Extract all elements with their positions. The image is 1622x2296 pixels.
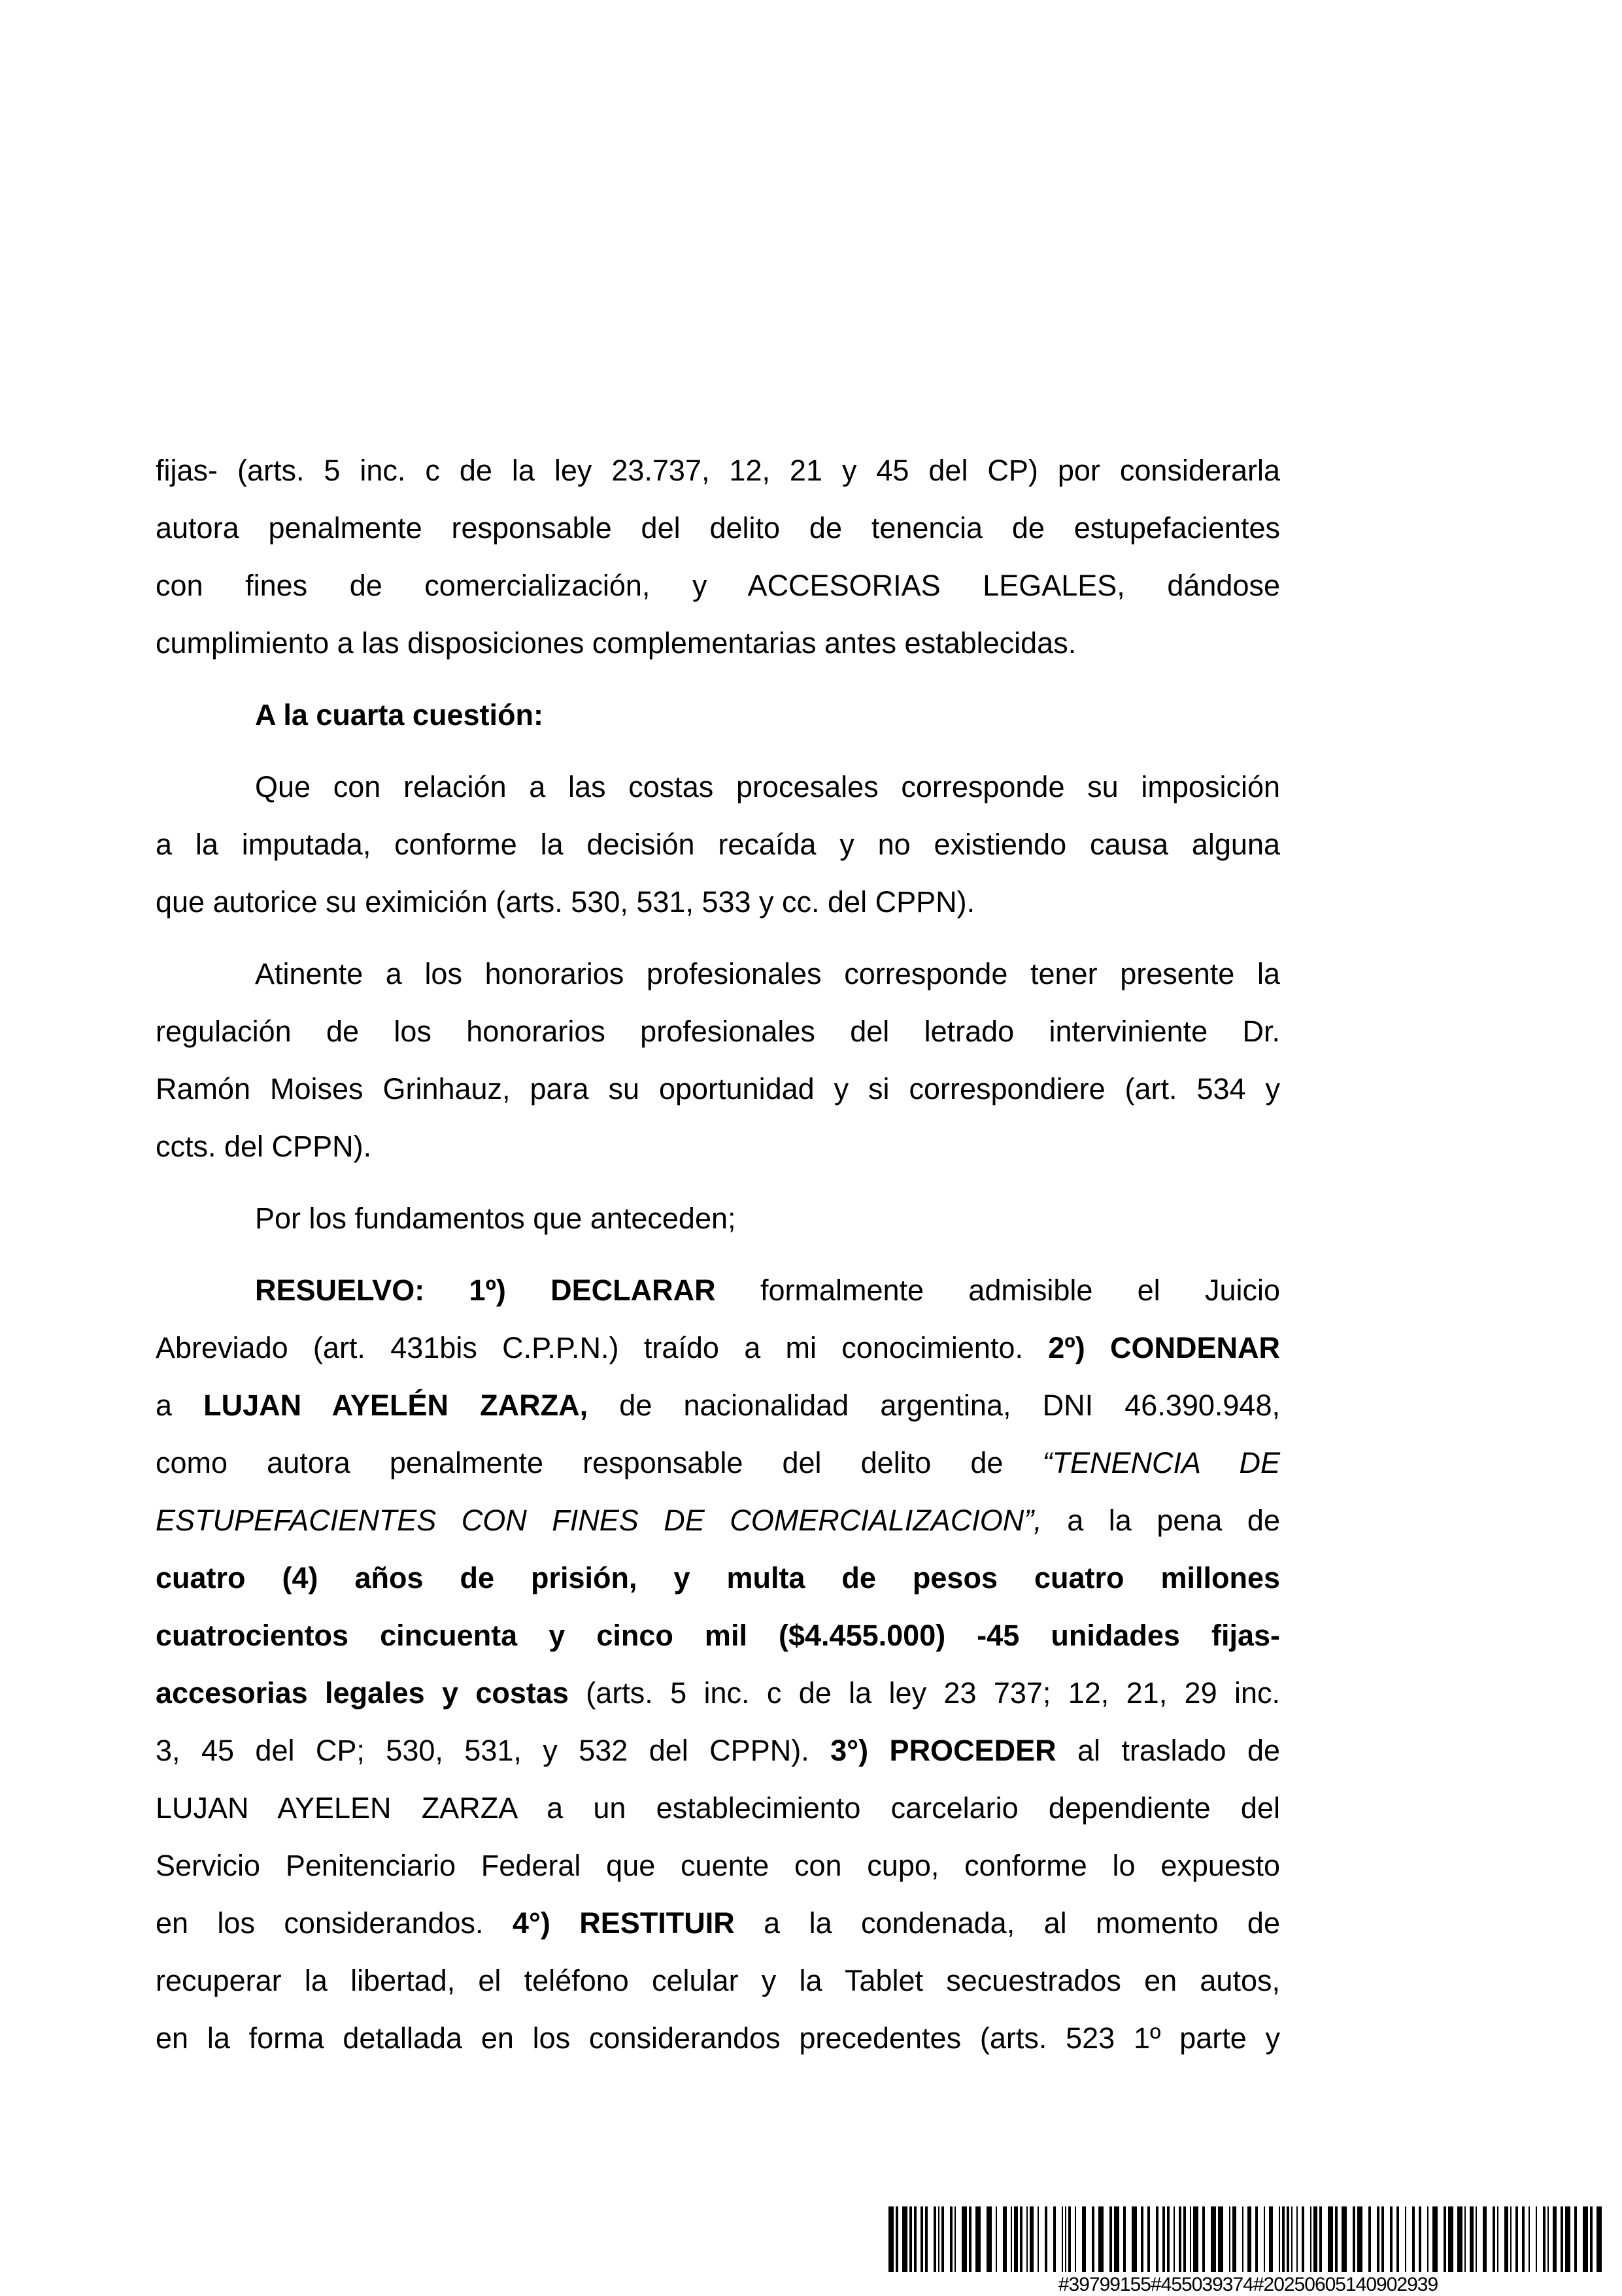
barcode-bar (1123, 2206, 1126, 2272)
barcode-bar (1319, 2206, 1322, 2272)
barcode-bar (1279, 2206, 1280, 2272)
barcode-bar (1282, 2206, 1285, 2272)
barcode-bar (1390, 2206, 1393, 2272)
paragraph (156, 686, 1280, 744)
text-run: “TENENCIA DE (1042, 1446, 1280, 1479)
text-run: ESTUPEFACIENTES CON FINES DE COMERCIALIZACION”, (156, 1504, 1042, 1537)
barcode-bar (1075, 2206, 1076, 2272)
barcode-text: #39799155#455039374#20250605140902939 (1058, 2274, 1438, 2295)
barcode-bar (1597, 2206, 1602, 2272)
text-run: cuatrocientos cincuenta y cinco mil ($4.455.000) -45 unidades fijas- (156, 1619, 1280, 1652)
text-line (156, 686, 1280, 744)
barcode-bar (896, 2206, 898, 2272)
barcode-bar (1412, 2206, 1415, 2272)
barcode-bar (1179, 2206, 1181, 2272)
text-line (156, 1549, 1280, 1607)
text-run: cuatro (4) años de prisión, y multa de pesos cuatro millones (156, 1561, 1280, 1595)
text-run: recuperar la libertad, el teléfono celular y la Tablet secuestrados en autos, (156, 1964, 1280, 1997)
text-line (156, 1722, 1280, 1780)
barcode-bar (1536, 2206, 1537, 2272)
text-run: con fines de comercialización, y ACCESORIAS LEGALES, dándose (156, 569, 1280, 602)
text-run: Por los fundamentos que anteceden; (255, 1202, 736, 1235)
text-run: fijas- (arts. 5 inc. c de la ley 23.737, 12, 21 y 45 del CP) por considerarla (156, 454, 1280, 487)
barcode-bar (1313, 2206, 1317, 2272)
text-run: (arts. 5 inc. c de la ley 23 737; 12, 21, 29 inc. (568, 1676, 1280, 1710)
text-line (156, 1607, 1280, 1664)
barcode-bar (1522, 2206, 1525, 2272)
barcode-bar (1264, 2206, 1265, 2272)
barcode-bar (1457, 2206, 1462, 2272)
barcode-bar (1515, 2206, 1518, 2272)
barcode-bar (1448, 2206, 1453, 2272)
barcode-bar (938, 2206, 939, 2272)
text-run: como autora penalmente responsable del delito de (156, 1446, 1043, 1479)
barcode-bar (1011, 2206, 1012, 2272)
paragraph (156, 758, 1280, 931)
text-run: LUJAN AYELEN ZARZA a un establecimiento carcelario dependiente del (156, 1791, 1280, 1825)
text-run: accesorias legales y costas (156, 1676, 569, 1710)
text-run: ccts. del CPPN). (156, 1130, 372, 1163)
barcode-bar (1529, 2206, 1530, 2272)
barcode-bar (1328, 2206, 1333, 2272)
text-run: Servicio Penitenciario Federal que cuente con cupo, conforme lo expuesto (156, 1849, 1280, 1882)
barcode-bar (914, 2206, 917, 2272)
document-body (156, 442, 1280, 2067)
barcode-bar (1020, 2206, 1022, 2272)
text-line (156, 1952, 1280, 2010)
text-run: autora penalmente responsable del delito de tenencia de estupefacientes (156, 511, 1280, 545)
text-run: cumplimiento a las disposiciones complementarias antes establecidas. (156, 626, 1077, 660)
text-run: a la pena de (1041, 1504, 1280, 1537)
barcode-bar (1510, 2206, 1512, 2272)
barcode (888, 2206, 1608, 2272)
barcode-bar (1269, 2206, 1273, 2272)
barcode-bar (955, 2206, 956, 2272)
barcode-bar (1053, 2206, 1056, 2272)
text-line (156, 615, 1280, 672)
barcode-bar (1561, 2206, 1563, 2272)
barcode-bar (1427, 2206, 1428, 2272)
text-line (156, 442, 1280, 499)
barcode-bar (1504, 2206, 1508, 2272)
barcode-bar (1147, 2206, 1150, 2272)
barcode-bar (1132, 2206, 1137, 2272)
text-line (156, 1492, 1280, 1549)
barcode-bar (1396, 2206, 1399, 2272)
text-run: Que con relación a las costas procesales corresponde su imposición (255, 770, 1280, 803)
barcode-bar (1114, 2206, 1119, 2272)
barcode-bar (1014, 2206, 1018, 2272)
text-run: 2º) CONDENAR (1048, 1331, 1281, 1364)
paragraph (156, 945, 1280, 1175)
barcode-bar (1109, 2206, 1112, 2272)
text-run: de nacionalidad argentina, DNI 46.390.948, (588, 1389, 1280, 1422)
barcode-bar (975, 2206, 981, 2272)
text-line (156, 1664, 1280, 1722)
barcode-bar (1419, 2206, 1421, 2272)
barcode-bar (934, 2206, 936, 2272)
barcode-bar (1476, 2206, 1477, 2272)
barcode-bar (1381, 2206, 1384, 2272)
barcode-bar (909, 2206, 912, 2272)
text-line (156, 873, 1280, 931)
barcode-bar (1493, 2206, 1495, 2272)
barcode-bar (1287, 2206, 1289, 2272)
barcode-bar (1229, 2206, 1230, 2272)
barcode-bar (1030, 2206, 1034, 2272)
barcode-bar (1167, 2206, 1170, 2272)
barcode-bar (1003, 2206, 1007, 2272)
barcode-bar (941, 2206, 944, 2272)
text-run: 3°) PROCEDER (830, 1734, 1056, 1767)
barcode-bar (1302, 2206, 1304, 2272)
barcode-bar (1483, 2206, 1487, 2272)
barcode-bar (1065, 2206, 1066, 2272)
barcode-bar (969, 2206, 972, 2272)
text-line (156, 557, 1280, 615)
text-run: formalmente admisible el Juicio (715, 1274, 1280, 1307)
text-line (156, 499, 1280, 557)
barcode-bar (1141, 2206, 1143, 2272)
text-line (156, 816, 1280, 873)
barcode-bar (1464, 2206, 1466, 2272)
text-line (156, 1780, 1280, 1837)
barcode-bar (1377, 2206, 1379, 2272)
text-run: 3, 45 del CP; 530, 531, y 532 del CPPN). (156, 1734, 831, 1767)
barcode-bar (1068, 2206, 1071, 2272)
barcode-bar (1218, 2206, 1223, 2272)
text-run: Atinente a los honorarios profesionales corresponde tener presente la (255, 957, 1280, 990)
text-line (156, 945, 1280, 1003)
text-run: A la cuarta cuestión: (255, 698, 543, 732)
barcode-bar (1590, 2206, 1593, 2272)
text-line (156, 1003, 1280, 1060)
barcode-bar (902, 2206, 907, 2272)
barcode-bar (1242, 2206, 1243, 2272)
text-run: en los considerandos. (156, 1906, 513, 1940)
text-run: 4°) RESTITUIR (512, 1906, 735, 1940)
barcode-bar (1342, 2206, 1347, 2272)
text-line (156, 758, 1280, 816)
barcode-bar (1565, 2206, 1570, 2272)
text-line (156, 1262, 1280, 1319)
barcode-bar (1291, 2206, 1293, 2272)
barcode-bar (1162, 2206, 1165, 2272)
barcode-bar (1038, 2206, 1039, 2272)
barcode-bar (1574, 2206, 1577, 2272)
paragraph (156, 442, 1280, 672)
barcode-bar (1098, 2206, 1104, 2272)
barcode-bar (1405, 2206, 1406, 2272)
barcode-bar (1470, 2206, 1474, 2272)
text-line (156, 1118, 1280, 1175)
barcode-bar (1247, 2206, 1251, 2272)
text-line (156, 1319, 1280, 1377)
text-line (156, 1060, 1280, 1118)
paragraph (156, 1190, 1280, 1247)
text-line (156, 1434, 1280, 1492)
barcode-bar (962, 2206, 967, 2272)
text-run: a (156, 1389, 204, 1422)
text-run: en la forma detallada en los considerandos precedentes (arts. 523 1º parte y (156, 2021, 1280, 2055)
barcode-bar (1335, 2206, 1338, 2272)
barcode-bar (921, 2206, 923, 2272)
text-run: que autorice su eximición (arts. 530, 531, 533 y cc. del CPPN). (156, 885, 975, 919)
barcode-bar (1082, 2206, 1086, 2272)
text-run: a la condenada, al momento de (734, 1906, 1280, 1940)
text-run: regulación de los honorarios profesionales del letrado interviniente Dr. (156, 1015, 1280, 1048)
barcode-bar (1497, 2206, 1498, 2272)
barcode-bar (1211, 2206, 1216, 2272)
barcode-bar (1026, 2206, 1028, 2272)
text-line (156, 1377, 1280, 1434)
barcode-bar (1583, 2206, 1588, 2272)
barcode-bar (1353, 2206, 1355, 2272)
barcode-bar (1553, 2206, 1557, 2272)
text-line (156, 2010, 1280, 2067)
text-line (156, 1837, 1280, 1895)
text-run: Ramón Moises Grinhauz, para su oportunidad y si correspondiere (art. 534 y (156, 1072, 1280, 1106)
text-run: a la imputada, conforme la decisión recaída y no existiendo causa alguna (156, 828, 1280, 861)
barcode-bar (1190, 2206, 1191, 2272)
barcode-bar (1174, 2206, 1175, 2272)
barcode-bar (888, 2206, 894, 2272)
barcode-bar (1368, 2206, 1371, 2272)
barcode-bar (1357, 2206, 1362, 2272)
barcode-bar (1202, 2206, 1205, 2272)
barcode-bar (1193, 2206, 1198, 2272)
text-line (156, 1895, 1280, 1952)
text-run: LUJAN AYELÉN ZARZA, (203, 1389, 588, 1422)
barcode-bar (1156, 2206, 1158, 2272)
barcode-bar (1543, 2206, 1546, 2272)
text-run: al traslado de (1056, 1734, 1281, 1767)
barcode-bar (1310, 2206, 1311, 2272)
text-run: Abreviado (art. 431bis C.P.P.N.) traído a mi conocimiento. (156, 1331, 1049, 1364)
barcode-bar (987, 2206, 992, 2272)
barcode-bar (1183, 2206, 1186, 2272)
barcode-bar (1296, 2206, 1298, 2272)
barcode-bar (1547, 2206, 1549, 2272)
barcode-bar (925, 2206, 928, 2272)
barcode-bar (1062, 2206, 1063, 2272)
barcode-bar (950, 2206, 953, 2272)
barcode-bar (1045, 2206, 1047, 2272)
barcode-bar (996, 2206, 997, 2272)
barcode-bar (1432, 2206, 1438, 2272)
paragraph (156, 1262, 1280, 2067)
text-run: RESUELVO: 1º) DECLARAR (255, 1274, 716, 1307)
barcode-bar (1255, 2206, 1258, 2272)
text-line (156, 1190, 1280, 1247)
barcode-bar (1092, 2206, 1094, 2272)
barcode-bar (1232, 2206, 1236, 2272)
barcode-bar (1444, 2206, 1446, 2272)
